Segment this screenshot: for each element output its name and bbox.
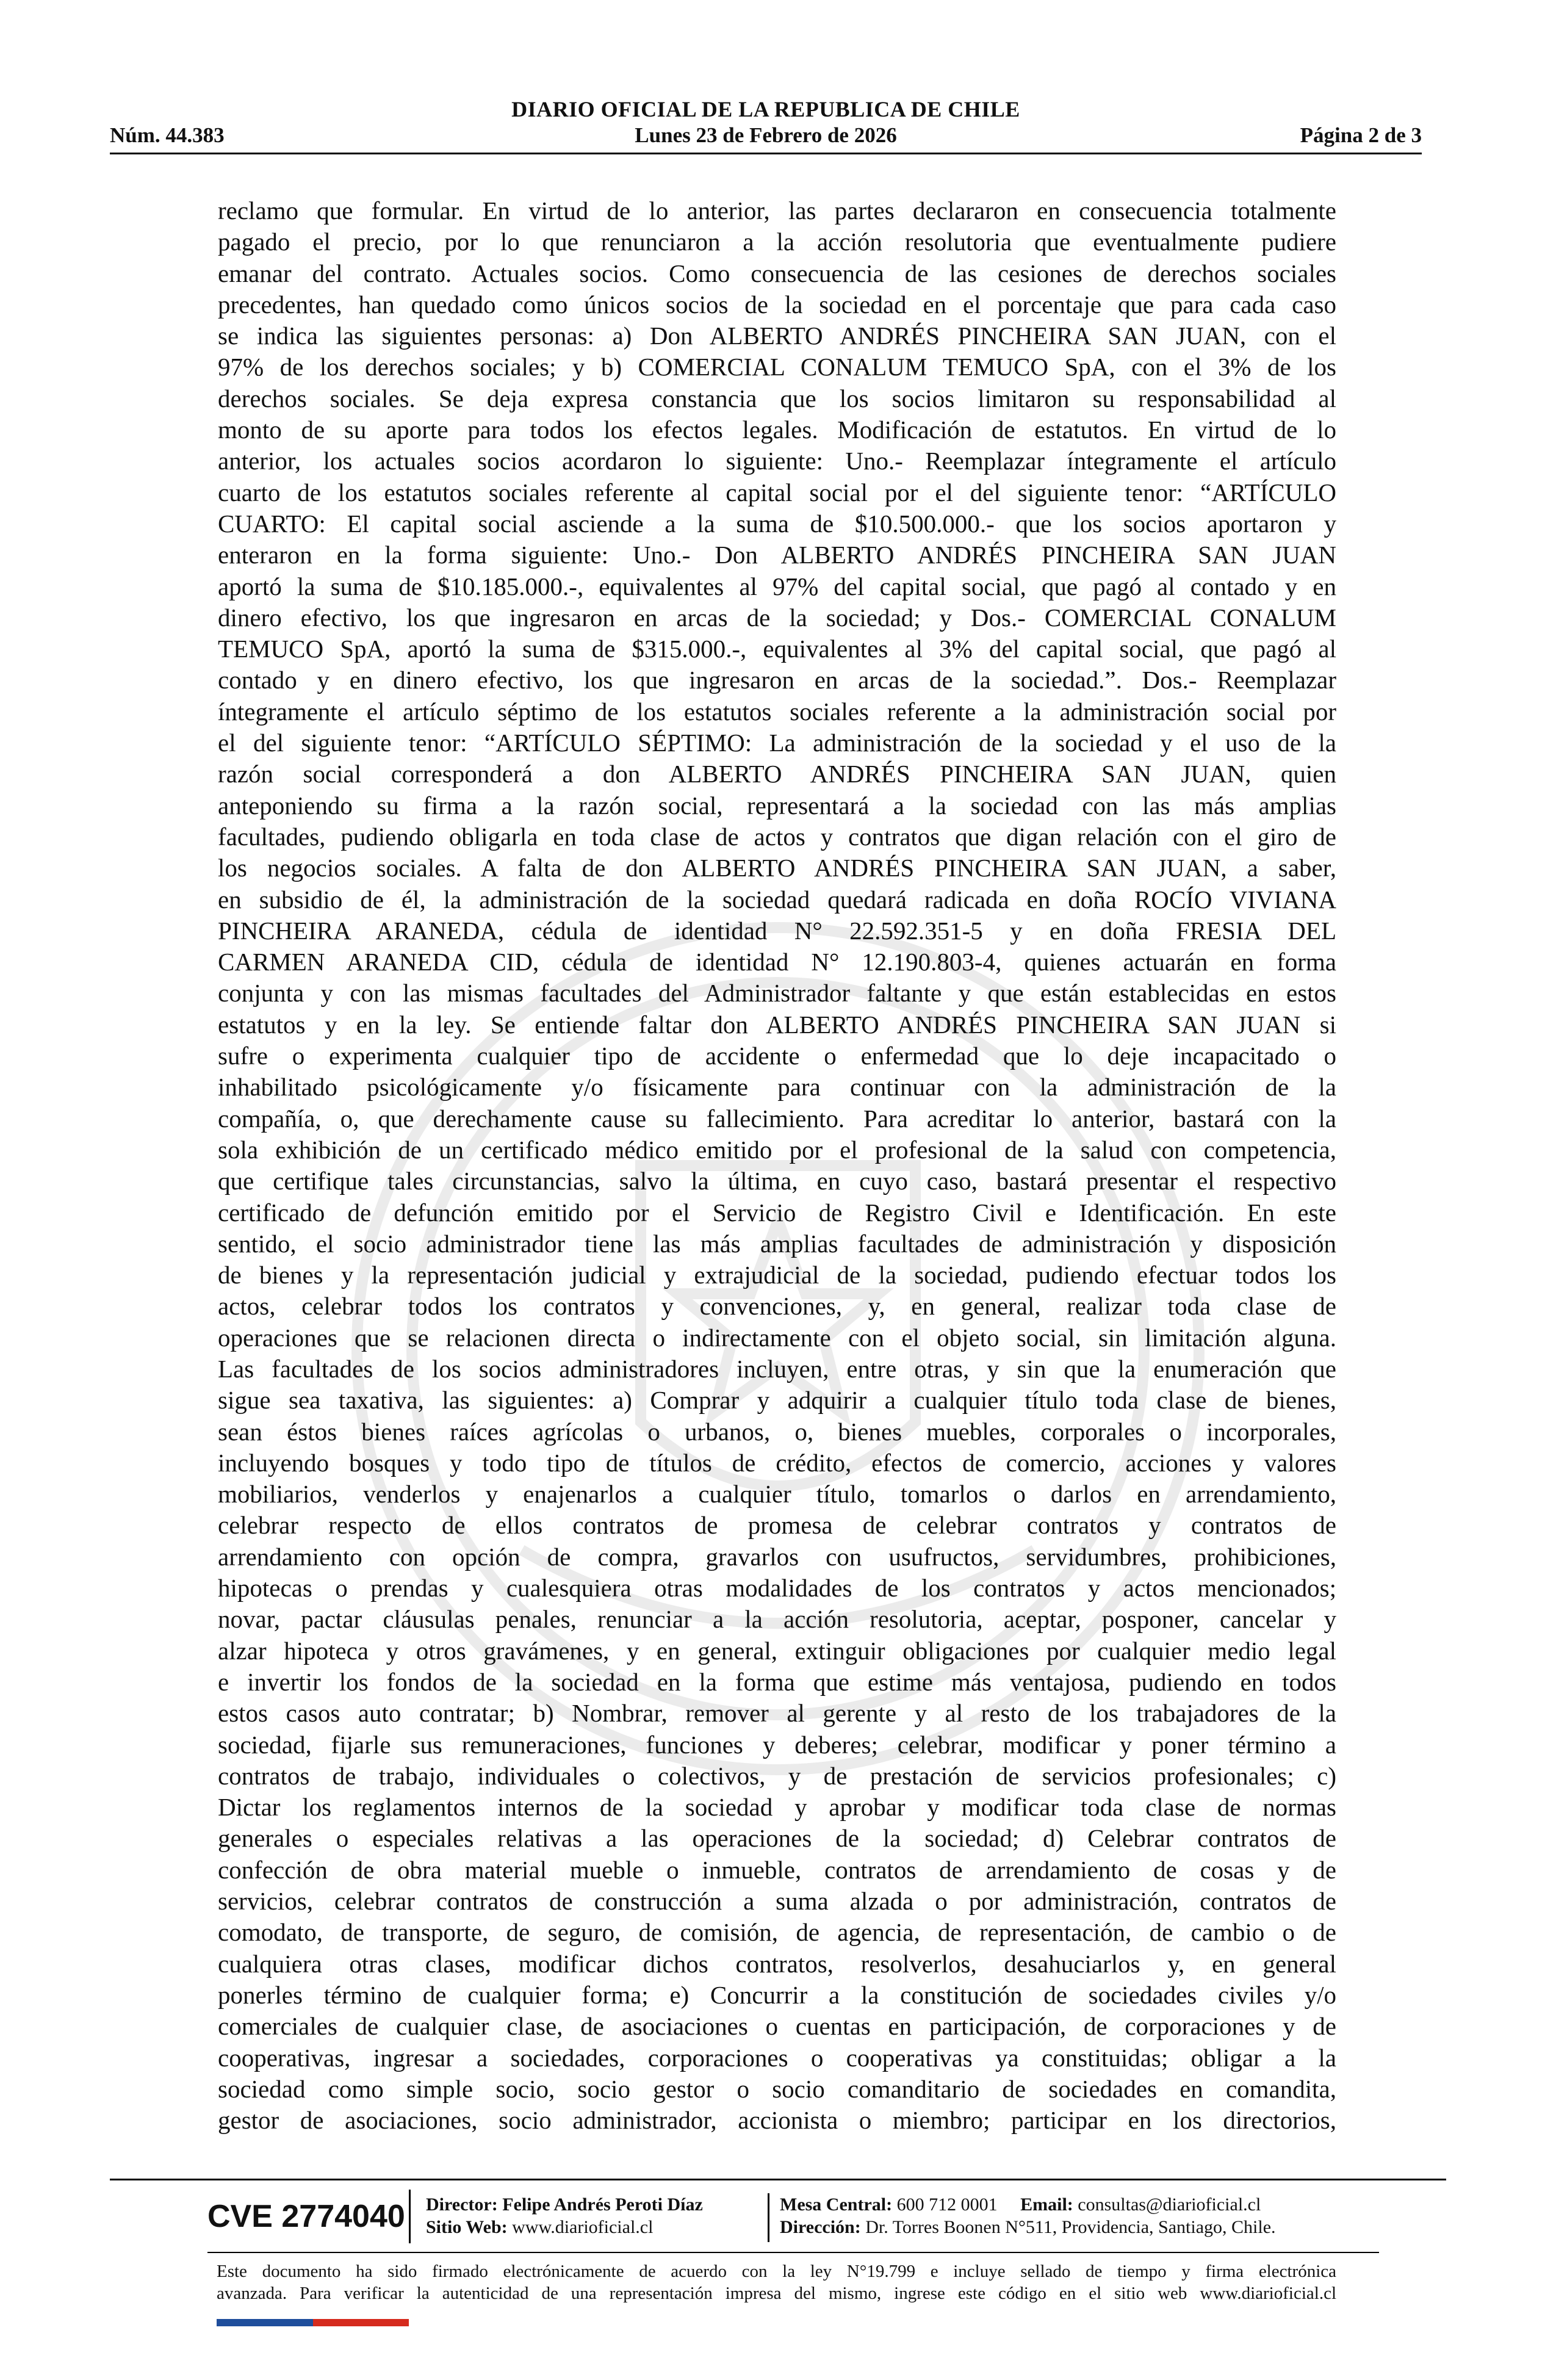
text-line: en subsidio de él, la administración de la sociedad quedará radicada en doña ROCÍO VIVIANA xyxy=(218,885,1336,914)
publication-title: DIARIO OFICIAL DE LA REPUBLICA DE CHILE xyxy=(511,97,1020,121)
phone-label: Mesa Central: xyxy=(780,2194,893,2215)
text-line: cualquiera otras clases, modificar dichos contratos, resolverlos, desahuciarlos y, en general xyxy=(218,1949,1336,1978)
text-line: confección de obra material mueble o inmueble, contratos de arrendamiento de cosas y de xyxy=(218,1855,1336,1884)
text-line: comodato, de transporte, de seguro, de comisión, de agencia, de representación, de cambio o de xyxy=(218,1918,1336,1947)
text-line: servicios, celebrar contratos de construcción a suma alzada o por administración, contratos de xyxy=(218,1887,1336,1916)
text-line: alzar hipoteca y otros gravámenes, y en general, extinguir obligaciones por cualquier medio legal xyxy=(218,1636,1336,1665)
text-line: inhabilitado psicológicamente y/o físicamente para continuar con la administración de la xyxy=(218,1073,1336,1102)
text-line: TEMUCO SpA, aportó la suma de $315.000.-, equivalentes al 3% del capital social, que pagó al xyxy=(218,635,1336,663)
chile-flag-bar xyxy=(217,2319,409,2326)
legal-notice xyxy=(217,2260,1336,2304)
issue-number: Núm. 44.383 xyxy=(110,123,225,147)
text-line: Las facultades de los socios administradores incluyen, entre otras, y sin que la enumeración que xyxy=(218,1354,1336,1383)
text-line: incluyendo bosques y todo tipo de títulos de crédito, efectos de comercio, acciones y valores xyxy=(218,1448,1336,1477)
text-line: estatutos y en la ley. Se entiende faltar don ALBERTO ANDRÉS PINCHEIRA SAN JUAN si xyxy=(218,1010,1336,1039)
page-number: Página 2 de 3 xyxy=(1300,123,1422,147)
flag-red-segment xyxy=(313,2319,409,2326)
text-line: los negocios sociales. A falta de don ALBERTO ANDRÉS PINCHEIRA SAN JUAN, a saber, xyxy=(218,854,1336,882)
text-line: celebrar respecto de ellos contratos de promesa de celebrar contratos y contratos de xyxy=(218,1511,1336,1540)
text-line: CARMEN ARANEDA CID, cédula de identidad N° 12.190.803-4, quienes actuarán en forma xyxy=(218,948,1336,976)
legal-notice-line: Este documento ha sido firmado electrónicamente de acuerdo con la ley N°19.799 e incluye sellado de tiempo y firma electrónica xyxy=(217,2262,1336,2281)
email-link[interactable]: consultas@diarioficial.cl xyxy=(1078,2194,1261,2215)
text-line: contratos de trabajo, individuales o colectivos, y de prestación de servicios profesionales; c) xyxy=(218,1761,1336,1790)
email-label: Email: xyxy=(1020,2194,1073,2215)
address-label: Dirección: xyxy=(780,2217,861,2237)
website-label: Sitio Web: xyxy=(426,2217,508,2237)
text-line: monto de su aporte para todos los efectos legales. Modificación de estatutos. En virtud de lo xyxy=(218,416,1336,444)
text-line: contado y en dinero efectivo, los que ingresaron en arcas de la sociedad.”. Dos.- Reemplazar xyxy=(218,666,1336,694)
text-line: razón social corresponderá a don ALBERTO ANDRÉS PINCHEIRA SAN JUAN, quien xyxy=(218,760,1336,788)
text-line: operaciones que se relacionen directa o indirectamente con el objeto social, sin limitación alguna. xyxy=(218,1323,1336,1352)
text-line: arrendamiento con opción de compra, gravarlos con usufructos, servidumbres, prohibiciones, xyxy=(218,1542,1336,1571)
text-line: sufre o experimenta cualquier tipo de accidente o enfermedad que lo deje incapacitado o xyxy=(218,1042,1336,1070)
text-line: PINCHEIRA ARANEDA, cédula de identidad N° 22.592.351-5 y en doña FRESIA DEL xyxy=(218,916,1336,945)
text-line: anterior, los actuales socios acordaron lo siguiente: Uno.- Reemplazar íntegramente el artículo xyxy=(218,447,1336,475)
text-line: reclamo que formular. En virtud de lo anterior, las partes declararon en consecuencia totalmente xyxy=(218,197,1336,225)
text-line: dinero efectivo, los que ingresaron en arcas de la sociedad; y Dos.- COMERCIAL CONALUM xyxy=(218,603,1336,632)
text-line: gestor de asociaciones, socio administrador, accionista o miembro; participar en los directorios, xyxy=(218,2106,1336,2135)
text-line: certificado de defunción emitido por el Servicio de Registro Civil e Identificación. En este xyxy=(218,1198,1336,1227)
text-line: compañía, o, que derechamente cause su fallecimiento. Para acreditar lo anterior, bastará con la xyxy=(218,1104,1336,1133)
footer-divider-secondary xyxy=(207,2252,1379,2253)
text-line: CUARTO: El capital social asciende a la suma de $10.500.000.- que los socios aportaron y xyxy=(218,509,1336,538)
text-line: emanar del contrato. Actuales socios. Como consecuencia de las cesiones de derechos sociales xyxy=(218,259,1336,287)
text-line: se indica las siguientes personas: a) Don ALBERTO ANDRÉS PINCHEIRA SAN JUAN, con el xyxy=(218,322,1336,350)
text-line: mobiliarios, venderlos y enajenarlos a cualquier título, tomarlos o darlos en arrendamiento, xyxy=(218,1480,1336,1509)
text-line: ponerles término de cualquier forma; e) Concurrir a la constitución de sociedades civiles y/o xyxy=(218,1980,1336,2009)
text-line: estos casos auto contratar; b) Nombrar, remover al gerente y al resto de los trabajadores de la xyxy=(218,1699,1336,1728)
website-link[interactable]: www.diarioficial.cl xyxy=(512,2217,654,2237)
text-line: enteraron en la forma siguiente: Uno.- Don ALBERTO ANDRÉS PINCHEIRA SAN JUAN xyxy=(218,541,1336,569)
phone-value: 600 712 0001 xyxy=(896,2194,998,2215)
issue-date: Lunes 23 de Febrero de 2026 xyxy=(635,123,897,147)
text-line: sean éstos bienes raíces agrícolas o urbanos, o, bienes muebles, corporales o incorporales, xyxy=(218,1417,1336,1446)
text-line: íntegramente el artículo séptimo de los estatutos sociales referente a la administración social por xyxy=(218,697,1336,726)
text-line: sociedad, fijarle sus remuneraciones, funciones y deberes; celebrar, modificar y poner término a xyxy=(218,1730,1336,1759)
document-body xyxy=(218,195,1336,2136)
address-value: Dr. Torres Boonen N°511, Providencia, Santiago, Chile. xyxy=(865,2217,1276,2237)
text-line: precedentes, han quedado como únicos socios de la sociedad en el porcentaje que para cada caso xyxy=(218,290,1336,319)
text-line: conjunta y con las mismas facultades del Administrador faltante y que están establecidas en estos xyxy=(218,979,1336,1008)
text-line: cooperativas, ingresar a sociedades, corporaciones o cooperativas ya constituidas; obligar a la xyxy=(218,2043,1336,2072)
text-line: e invertir los fondos de la sociedad en la forma que estime más ventajosa, pudiendo en todos xyxy=(218,1667,1336,1696)
text-line: 97% de los derechos sociales; y b) COMERCIAL CONALUM TEMUCO SpA, con el 3% de los xyxy=(218,353,1336,381)
director-info xyxy=(426,2193,769,2242)
text-line: Dictar los reglamentos internos de la sociedad y aprobar y modificar toda clase de normas xyxy=(218,1793,1336,1822)
text-line: hipotecas o prendas y cualesquiera otras modalidades de los contratos y actos mencionados; xyxy=(218,1574,1336,1603)
text-line: generales o especiales relativas a las operaciones de la sociedad; d) Celebrar contratos de xyxy=(218,1824,1336,1853)
text-line: derechos sociales. Se deja expresa constancia que los socios limitaron su responsabilidad al xyxy=(218,384,1336,413)
director-label: Director: xyxy=(426,2194,498,2215)
page-header xyxy=(110,92,1422,154)
text-line: que certifique tales circunstancias, salvo la última, en cuyo caso, bastará presentar el respectivo xyxy=(218,1167,1336,1195)
text-line: de bienes y la representación judicial y extrajudicial de la sociedad, pudiendo efectuar todos los xyxy=(218,1261,1336,1289)
text-line: facultades, pudiendo obligarla en toda clase de actos y contratos que digan relación con el giro de xyxy=(218,822,1336,851)
text-line: el del siguiente tenor: “ARTÍCULO SÉPTIMO: La administración de la sociedad y el uso de la xyxy=(218,729,1336,757)
text-line: anteponiendo su firma a la razón social, representará a la sociedad con las más amplias xyxy=(218,791,1336,820)
text-line: aportó la suma de $10.185.000.-, equivalentes al 97% del capital social, que pagó al contado y en xyxy=(218,572,1336,600)
text-line: novar, pactar cláusulas penales, renunciar a la acción resolutoria, aceptar, posponer, cancelar y xyxy=(218,1605,1336,1634)
text-line: sola exhibición de un certificado médico emitido por el profesional de la salud con competencia, xyxy=(218,1135,1336,1164)
text-line: comerciales de cualquier clase, de asociaciones o cuentas en participación, de corporaciones y de xyxy=(218,2012,1336,2041)
text-line: pagado el precio, por lo que renunciaron a la acción resolutoria que eventualmente pudiere xyxy=(218,228,1336,256)
text-line: sigue sea taxativa, las siguientes: a) Comprar y adquirir a cualquier título toda clase de bienes, xyxy=(218,1386,1336,1415)
text-line: sociedad como simple socio, socio gestor o socio comanditario de sociedades en comandita, xyxy=(218,2074,1336,2103)
footer-divider xyxy=(110,2179,1446,2180)
text-line: sentido, el socio administrador tiene las más amplias facultades de administración y disposición xyxy=(218,1229,1336,1258)
director-name: Felipe Andrés Peroti Díaz xyxy=(502,2194,703,2215)
legal-notice-line-last: avanzada. Para verificar la autenticidad de una representación impresa del mismo, ingrese este código en el sitio web www.diarioficial.cl xyxy=(217,2284,1336,2303)
text-line: actos, celebrar todos los contratos y convenciones, y, en general, realizar toda clase de xyxy=(218,1292,1336,1321)
contact-info xyxy=(780,2193,1366,2238)
cve-code: CVE 2774040 xyxy=(207,2190,411,2243)
flag-blue-segment xyxy=(217,2319,313,2326)
text-line: cuarto de los estatutos sociales referente al capital social por el del siguiente tenor: “ARTÍCULO xyxy=(218,478,1336,507)
